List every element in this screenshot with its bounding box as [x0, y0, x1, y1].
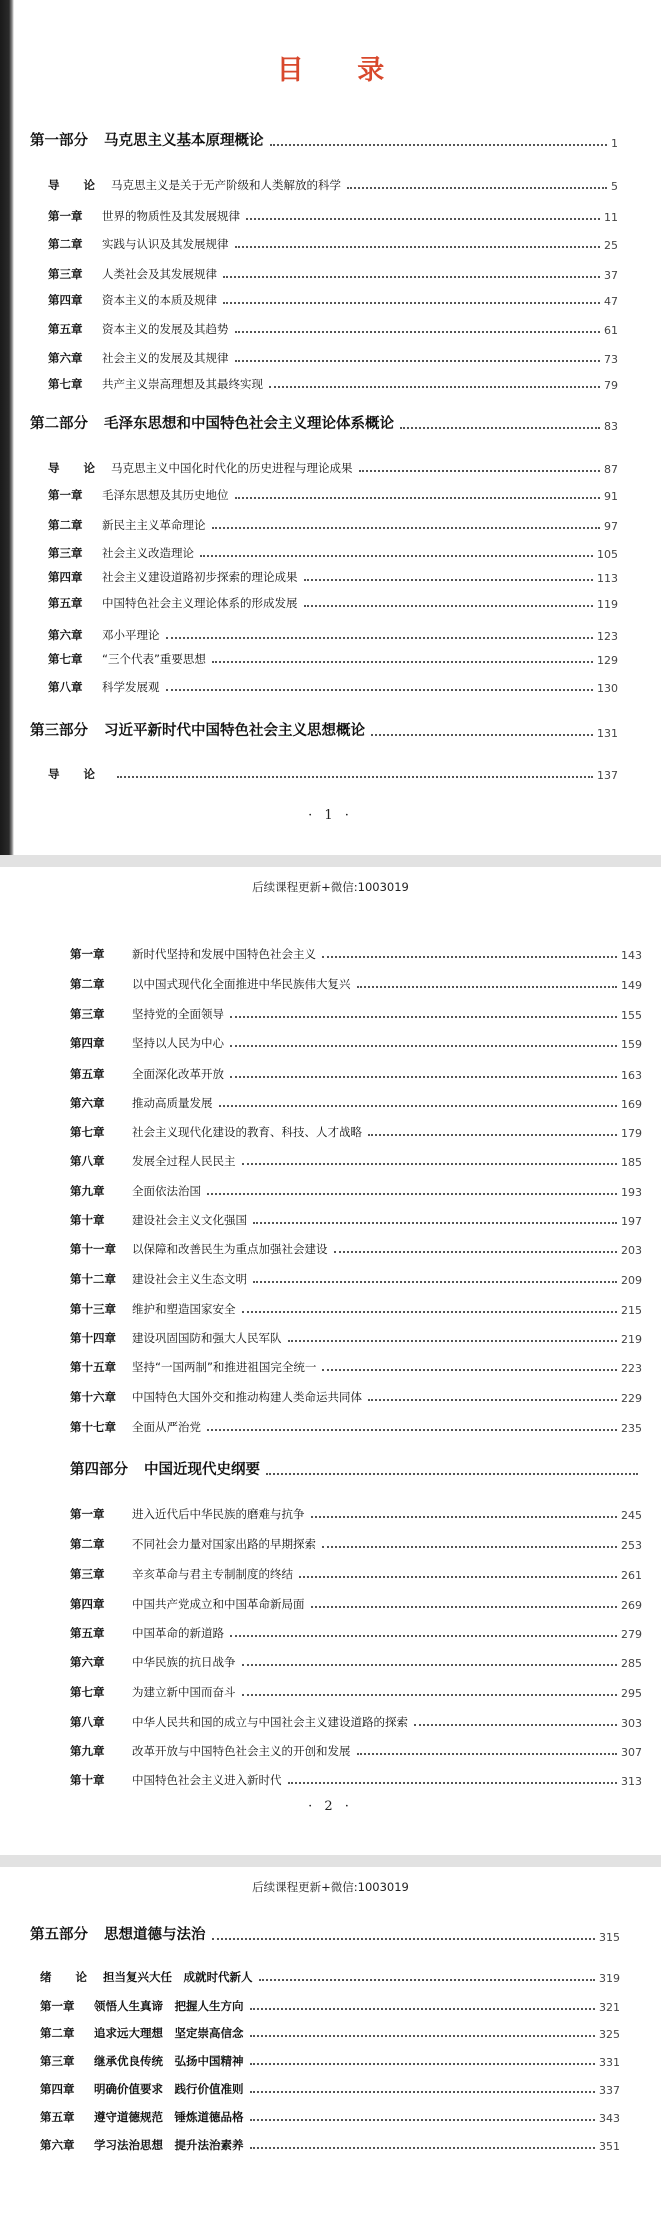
- dot-leader: [219, 1105, 618, 1107]
- chapter-title: 以中国式现代化全面推进中华民族伟大复兴: [132, 977, 351, 991]
- toc-page-2: [0, 867, 661, 1855]
- chapter-label: 第七章: [48, 377, 83, 391]
- dot-leader: [242, 1311, 618, 1313]
- watermark-text: 后续课程更新+微信:1003019: [252, 880, 409, 894]
- page-number-ref: 130: [597, 682, 618, 695]
- dot-leader: [246, 218, 600, 220]
- page-number-ref: 219: [621, 1333, 642, 1346]
- chapter-label: 绪 论: [40, 1970, 98, 1984]
- toc-chapter-row[interactable]: [40, 2025, 620, 2041]
- dot-leader: [371, 734, 593, 736]
- page-number-ref: 169: [621, 1098, 642, 1111]
- chapter-label: 第七章: [48, 652, 83, 666]
- chapter-title: 维护和塑造国家安全: [132, 1302, 236, 1316]
- page-number-ref: 261: [621, 1569, 642, 1582]
- dot-leader: [242, 1694, 618, 1696]
- toc-part-row[interactable]: [70, 1458, 642, 1479]
- dot-leader: [288, 1340, 618, 1342]
- toc-chapter-row[interactable]: [70, 1772, 642, 1788]
- chapter-title: 社会主义建设道路初步探索的理论成果: [102, 570, 298, 584]
- chapter-label: 第六章: [70, 1655, 105, 1669]
- toc-chapter-row[interactable]: [70, 1743, 642, 1759]
- page-number-ref: 197: [621, 1215, 642, 1228]
- chapter-label: 第一章: [48, 488, 83, 502]
- toc-chapter-row[interactable]: [40, 2137, 620, 2153]
- page-number-ref: 269: [621, 1599, 642, 1612]
- dot-leader: [230, 1045, 617, 1047]
- chapter-title: 全面依法治国: [132, 1184, 201, 1198]
- chapter-label: 第六章: [48, 351, 83, 365]
- chapter-label: 第十七章: [70, 1420, 116, 1434]
- page-number-ref: 97: [604, 520, 618, 533]
- page-number: · 2 ·: [308, 1799, 353, 1814]
- page-number-ref: 343: [599, 2112, 620, 2125]
- page-number-ref: 253: [621, 1539, 642, 1552]
- page-number-ref: 185: [621, 1156, 642, 1169]
- page-number-ref: 245: [621, 1509, 642, 1522]
- dot-leader: [235, 246, 601, 248]
- page-number-ref: 11: [604, 211, 618, 224]
- chapter-label: 第二章: [48, 518, 83, 532]
- chapter-label: 导 论: [48, 767, 106, 781]
- toc-part-row[interactable]: [30, 1923, 620, 1944]
- page-number-ref: 149: [621, 979, 642, 992]
- page-number-ref: 209: [621, 1274, 642, 1287]
- chapter-title: 中国共产党成立和中国革命新局面: [132, 1597, 305, 1611]
- dot-leader: [368, 1399, 617, 1401]
- chapter-label: 第十四章: [70, 1331, 116, 1345]
- toc-entries: [0, 1867, 661, 2215]
- part-label: 第五部分: [30, 1926, 88, 1943]
- chapter-label: 第三章: [70, 1567, 105, 1581]
- dot-leader: [212, 661, 593, 663]
- toc-chapter-row[interactable]: [70, 1153, 642, 1169]
- page-number-ref: 83: [604, 420, 618, 433]
- chapter-label: 第六章: [70, 1096, 105, 1110]
- page-number-ref: 321: [599, 2001, 620, 2014]
- part-label: 第四部分: [70, 1461, 128, 1478]
- page-number-ref: 137: [597, 769, 618, 782]
- dot-leader: [400, 427, 600, 429]
- chapter-label: 第一章: [70, 1507, 105, 1521]
- page-number-ref: 223: [621, 1362, 642, 1375]
- dot-leader: [230, 1635, 617, 1637]
- toc-chapter-row[interactable]: [70, 1566, 642, 1582]
- dot-leader: [223, 276, 600, 278]
- dot-leader: [322, 1369, 617, 1371]
- toc-chapter-row[interactable]: [70, 1271, 642, 1287]
- part-title: 思想道德与法治: [104, 1926, 206, 1943]
- page-number-ref: 87: [604, 463, 618, 476]
- page-number-ref: 5: [611, 180, 618, 193]
- chapter-title: 推动高质量发展: [132, 1096, 213, 1110]
- page-number-ref: 325: [599, 2028, 620, 2041]
- dot-leader: [259, 1979, 595, 1981]
- toc-part-row[interactable]: [30, 129, 618, 150]
- chapter-title: 追求远大理想 坚定崇高信念: [94, 2026, 244, 2040]
- dot-leader: [334, 1251, 618, 1253]
- page-number-ref: 337: [599, 2084, 620, 2097]
- dot-leader: [242, 1163, 618, 1165]
- dot-leader: [368, 1134, 617, 1136]
- chapter-title: 坚持“一国两制”和推进祖国完全统一: [132, 1360, 317, 1374]
- toc-chapter-row[interactable]: [48, 177, 618, 193]
- toc-chapter-row[interactable]: [70, 1684, 642, 1700]
- page-number-ref: 307: [621, 1746, 642, 1759]
- toc-chapter-row[interactable]: [48, 679, 618, 695]
- page-number-ref: 131: [597, 727, 618, 740]
- toc-chapter-row[interactable]: [48, 460, 618, 476]
- chapter-title: 改革开放与中国特色社会主义的开创和发展: [132, 1744, 351, 1758]
- chapter-label: 第十一章: [70, 1242, 116, 1256]
- page-number: · 1 ·: [308, 808, 353, 823]
- toc-chapter-row[interactable]: [70, 1359, 642, 1375]
- chapter-title: 以保障和改善民生为重点加强社会建设: [132, 1242, 328, 1256]
- toc-chapter-row[interactable]: [70, 976, 642, 992]
- chapter-title: 实践与认识及其发展规律: [102, 237, 229, 251]
- dot-leader: [166, 689, 594, 691]
- chapter-title: 辛亥革命与君主专制制度的终结: [132, 1567, 293, 1581]
- toc-entries: [0, 867, 661, 1855]
- dot-leader: [235, 331, 601, 333]
- dot-leader: [230, 1016, 617, 1018]
- toc-chapter-row[interactable]: [48, 321, 618, 337]
- toc-chapter-row[interactable]: [48, 208, 618, 224]
- toc-chapter-row[interactable]: [70, 1506, 642, 1522]
- page-number-ref: 155: [621, 1009, 642, 1022]
- toc-chapter-row[interactable]: [40, 2081, 620, 2097]
- page-number-ref: 303: [621, 1717, 642, 1730]
- dot-leader: [212, 1938, 596, 1940]
- page-number-ref: 313: [621, 1775, 642, 1788]
- page-number-ref: 315: [599, 1931, 620, 1944]
- chapter-label: 第九章: [70, 1744, 105, 1758]
- part-label: 第一部分: [30, 132, 88, 149]
- dot-leader: [230, 1076, 617, 1078]
- toc-chapter-row[interactable]: [70, 1212, 642, 1228]
- dot-leader: [357, 1753, 618, 1755]
- part-title: 习近平新时代中国特色社会主义思想概论: [104, 722, 365, 739]
- toc-chapter-row[interactable]: [48, 236, 618, 252]
- toc-page-3: [0, 1867, 661, 2215]
- dot-leader: [235, 360, 601, 362]
- chapter-title: 坚持以人民为中心: [132, 1036, 224, 1050]
- page-number-ref: 113: [597, 572, 618, 585]
- chapter-title: 中国特色大国外交和推动构建人类命运共同体: [132, 1390, 362, 1404]
- page-number-ref: 331: [599, 2056, 620, 2069]
- toc-page-1: [0, 0, 661, 855]
- page-number-ref: 1: [611, 137, 618, 150]
- dot-leader: [250, 2147, 596, 2149]
- chapter-label: 第四章: [70, 1036, 105, 1050]
- chapter-title: “三个代表”重要思想: [102, 652, 206, 666]
- chapter-title: 中国特色社会主义理论体系的形成发展: [102, 596, 298, 610]
- toc-chapter-row[interactable]: [40, 1998, 620, 2014]
- chapter-label: 第十章: [70, 1773, 105, 1787]
- toc-chapter-row[interactable]: [48, 651, 618, 667]
- chapter-label: 第八章: [70, 1715, 105, 1729]
- toc-chapter-row[interactable]: [40, 1969, 620, 1985]
- dot-leader: [266, 1473, 638, 1475]
- page-number-ref: 295: [621, 1687, 642, 1700]
- page-number-ref: 91: [604, 490, 618, 503]
- toc-chapter-row[interactable]: [48, 292, 618, 308]
- chapter-label: 第十六章: [70, 1390, 116, 1404]
- dot-leader: [357, 986, 618, 988]
- chapter-title: 马克思主义中国化时代化的历史进程与理论成果: [111, 461, 353, 475]
- toc-chapter-row[interactable]: [70, 1625, 642, 1641]
- chapter-title: 建设社会主义文化强国: [132, 1213, 247, 1227]
- toc-chapter-row[interactable]: [70, 1596, 642, 1612]
- page-number-ref: 61: [604, 324, 618, 337]
- chapter-label: 第四章: [48, 570, 83, 584]
- dot-leader: [347, 187, 607, 189]
- chapter-label: 第二章: [70, 977, 105, 991]
- toc-chapter-row[interactable]: [70, 1183, 642, 1199]
- page-number-ref: 179: [621, 1127, 642, 1140]
- chapter-title: 社会主义现代化建设的教育、科技、人才战略: [132, 1125, 362, 1139]
- dot-leader: [253, 1222, 617, 1224]
- dot-leader: [414, 1724, 617, 1726]
- toc-chapter-row[interactable]: [70, 1095, 642, 1111]
- toc-chapter-row[interactable]: [70, 1241, 642, 1257]
- chapter-title: 中华民族的抗日战争: [132, 1655, 236, 1669]
- dot-leader: [288, 1782, 618, 1784]
- dot-leader: [242, 1664, 618, 1666]
- chapter-title: 毛泽东思想及其历史地位: [102, 488, 229, 502]
- page-number-ref: 159: [621, 1038, 642, 1051]
- page-number-ref: 163: [621, 1069, 642, 1082]
- chapter-label: 第二章: [40, 2026, 75, 2040]
- page-number-ref: 47: [604, 295, 618, 308]
- page-number-ref: 235: [621, 1422, 642, 1435]
- chapter-label: 第六章: [48, 628, 83, 642]
- chapter-title: 坚持党的全面领导: [132, 1007, 224, 1021]
- dot-leader: [269, 386, 600, 388]
- chapter-title: 为建立新中国而奋斗: [132, 1685, 236, 1699]
- dot-leader: [166, 637, 594, 639]
- chapter-label: 第三章: [40, 2054, 75, 2068]
- toc-chapter-row[interactable]: [70, 1536, 642, 1552]
- toc-chapter-row[interactable]: [70, 1654, 642, 1670]
- toc-chapter-row[interactable]: [48, 376, 618, 392]
- part-label: 第二部分: [30, 415, 88, 432]
- chapter-title: 遵守道德规范 锤炼道德品格: [94, 2110, 244, 2124]
- chapter-title: 新民主主义革命理论: [102, 518, 206, 532]
- dot-leader: [322, 956, 617, 958]
- chapter-title: 发展全过程人民民主: [132, 1154, 236, 1168]
- chapter-title: 建设社会主义生态文明: [132, 1272, 247, 1286]
- chapter-label: 第一章: [48, 209, 83, 223]
- page-number-ref: 203: [621, 1244, 642, 1257]
- chapter-title: 资本主义的发展及其趋势: [102, 322, 229, 336]
- page-number-ref: 79: [604, 379, 618, 392]
- dot-leader: [299, 1576, 617, 1578]
- toc-chapter-row[interactable]: [70, 1035, 642, 1051]
- chapter-label: 第八章: [48, 680, 83, 694]
- dot-leader: [235, 497, 601, 499]
- chapter-label: 第十章: [70, 1213, 105, 1227]
- chapter-label: 第八章: [70, 1154, 105, 1168]
- chapter-label: 第五章: [40, 2110, 75, 2124]
- dot-leader: [253, 1281, 617, 1283]
- chapter-title: 担当复兴大任 成就时代新人: [103, 1970, 253, 1984]
- chapter-label: 第七章: [70, 1125, 105, 1139]
- page-number-ref: 143: [621, 949, 642, 962]
- chapter-label: 第二章: [48, 237, 83, 251]
- dot-leader: [304, 605, 594, 607]
- chapter-title: 继承优良传统 弘扬中国精神: [94, 2054, 244, 2068]
- toc-entries: [0, 0, 661, 855]
- chapter-title: 中国革命的新道路: [132, 1626, 224, 1640]
- dot-leader: [250, 2063, 596, 2065]
- dot-leader: [250, 2035, 596, 2037]
- chapter-title: 邓小平理论: [102, 628, 160, 642]
- toc-chapter-row[interactable]: [48, 627, 618, 643]
- page-number-ref: 279: [621, 1628, 642, 1641]
- page-number-ref: 215: [621, 1304, 642, 1317]
- chapter-title: 新时代坚持和发展中国特色社会主义: [132, 947, 316, 961]
- page-number-ref: 193: [621, 1186, 642, 1199]
- chapter-title: 中华人民共和国的成立与中国社会主义建设道路的探索: [132, 1715, 408, 1729]
- chapter-title: 明确价值要求 践行价值准则: [94, 2082, 244, 2096]
- chapter-label: 第一章: [70, 947, 105, 961]
- page-number-ref: 25: [604, 239, 618, 252]
- chapter-label: 第五章: [70, 1626, 105, 1640]
- toc-chapter-row[interactable]: [48, 545, 618, 561]
- part-title: 马克思主义基本原理概论: [104, 132, 264, 149]
- chapter-label: 导 论: [48, 461, 106, 475]
- toc-chapter-row[interactable]: [70, 946, 642, 962]
- chapter-title: 共产主义崇高理想及其最终实现: [102, 377, 263, 391]
- dot-leader: [250, 2008, 596, 2010]
- chapter-title: 马克思主义是关于无产阶级和人类解放的科学: [111, 178, 342, 192]
- chapter-label: 第五章: [48, 596, 83, 610]
- dot-leader: [270, 144, 608, 146]
- chapter-title: 中国特色社会主义进入新时代: [132, 1773, 282, 1787]
- toc-part-row[interactable]: [30, 412, 618, 433]
- toc-chapter-row[interactable]: [70, 1066, 642, 1082]
- page-number-ref: 319: [599, 1972, 620, 1985]
- page-number-ref: 123: [597, 630, 618, 643]
- toc-chapter-row[interactable]: [70, 1419, 642, 1435]
- chapter-label: 第二章: [70, 1537, 105, 1551]
- chapter-label: 第十五章: [70, 1360, 116, 1374]
- part-title: 中国近现代史纲要: [144, 1461, 260, 1478]
- dot-leader: [322, 1546, 617, 1548]
- chapter-label: 第十三章: [70, 1302, 116, 1316]
- toc-chapter-row[interactable]: [40, 2109, 620, 2125]
- page-number-ref: 229: [621, 1392, 642, 1405]
- chapter-label: 第四章: [48, 293, 83, 307]
- toc-chapter-row[interactable]: [70, 1301, 642, 1317]
- chapter-label: 第七章: [70, 1685, 105, 1699]
- dot-leader: [250, 2091, 596, 2093]
- dot-leader: [207, 1193, 617, 1195]
- dot-leader: [223, 302, 600, 304]
- chapter-title: 建设巩固国防和强大人民军队: [132, 1331, 282, 1345]
- chapter-title: 进入近代后中华民族的磨难与抗争: [132, 1507, 305, 1521]
- chapter-label: 第三章: [48, 546, 83, 560]
- chapter-label: 导 论: [48, 178, 106, 192]
- toc-chapter-row[interactable]: [48, 350, 618, 366]
- chapter-title: 社会主义的发展及其规律: [102, 351, 229, 365]
- chapter-title: 领悟人生真谛 把握人生方向: [94, 1999, 244, 2013]
- page-number-ref: 351: [599, 2140, 620, 2153]
- watermark-text: 后续课程更新+微信:1003019: [252, 1880, 409, 1894]
- chapter-label: 第四章: [40, 2082, 75, 2096]
- chapter-title: 不同社会力量对国家出路的早期探索: [132, 1537, 316, 1551]
- dot-leader: [212, 527, 601, 529]
- chapter-title: 人类社会及其发展规律: [102, 267, 217, 281]
- dot-leader: [200, 555, 593, 557]
- toc-chapter-row[interactable]: [70, 1714, 642, 1730]
- page-number-ref: 73: [604, 353, 618, 366]
- toc-chapter-row[interactable]: [48, 569, 618, 585]
- toc-chapter-row[interactable]: [70, 1124, 642, 1140]
- page-number-ref: 119: [597, 598, 618, 611]
- chapter-title: 全面从严治党: [132, 1420, 201, 1434]
- chapter-label: 第五章: [48, 322, 83, 336]
- toc-chapter-row[interactable]: [70, 1006, 642, 1022]
- dot-leader: [207, 1429, 617, 1431]
- chapter-title: 科学发展观: [102, 680, 160, 694]
- chapter-label: 第三章: [48, 267, 83, 281]
- dot-leader: [359, 470, 600, 472]
- dot-leader: [311, 1516, 618, 1518]
- toc-chapter-row[interactable]: [48, 517, 618, 533]
- chapter-title: 资本主义的本质及规律: [102, 293, 217, 307]
- part-label: 第三部分: [30, 722, 88, 739]
- toc-chapter-row[interactable]: [48, 266, 618, 282]
- dot-leader: [250, 2119, 596, 2121]
- toc-chapter-row[interactable]: [70, 1389, 642, 1405]
- chapter-label: 第十二章: [70, 1272, 116, 1286]
- chapter-label: 第三章: [70, 1007, 105, 1021]
- chapter-title: 学习法治思想 提升法治素养: [94, 2138, 244, 2152]
- toc-title: 目 录: [276, 55, 407, 86]
- part-title: 毛泽东思想和中国特色社会主义理论体系概论: [104, 415, 394, 432]
- dot-leader: [304, 579, 594, 581]
- dot-leader: [117, 776, 593, 778]
- page-number-ref: 37: [604, 269, 618, 282]
- chapter-label: 第一章: [40, 1999, 75, 2013]
- page-number-ref: 105: [597, 548, 618, 561]
- toc-part-row[interactable]: [30, 719, 618, 740]
- chapter-label: 第六章: [40, 2138, 75, 2152]
- toc-chapter-row[interactable]: [40, 2053, 620, 2069]
- chapter-title: 社会主义改造理论: [102, 546, 194, 560]
- page-number-ref: 285: [621, 1657, 642, 1670]
- page-number-ref: 129: [597, 654, 618, 667]
- toc-chapter-row[interactable]: [48, 766, 618, 782]
- dot-leader: [311, 1606, 618, 1608]
- toc-chapter-row[interactable]: [70, 1330, 642, 1346]
- toc-chapter-row[interactable]: [48, 487, 618, 503]
- chapter-label: 第五章: [70, 1067, 105, 1081]
- chapter-label: 第九章: [70, 1184, 105, 1198]
- chapter-label: 第四章: [70, 1597, 105, 1611]
- toc-chapter-row[interactable]: [48, 595, 618, 611]
- chapter-title: 世界的物质性及其发展规律: [102, 209, 240, 223]
- chapter-title: 全面深化改革开放: [132, 1067, 224, 1081]
